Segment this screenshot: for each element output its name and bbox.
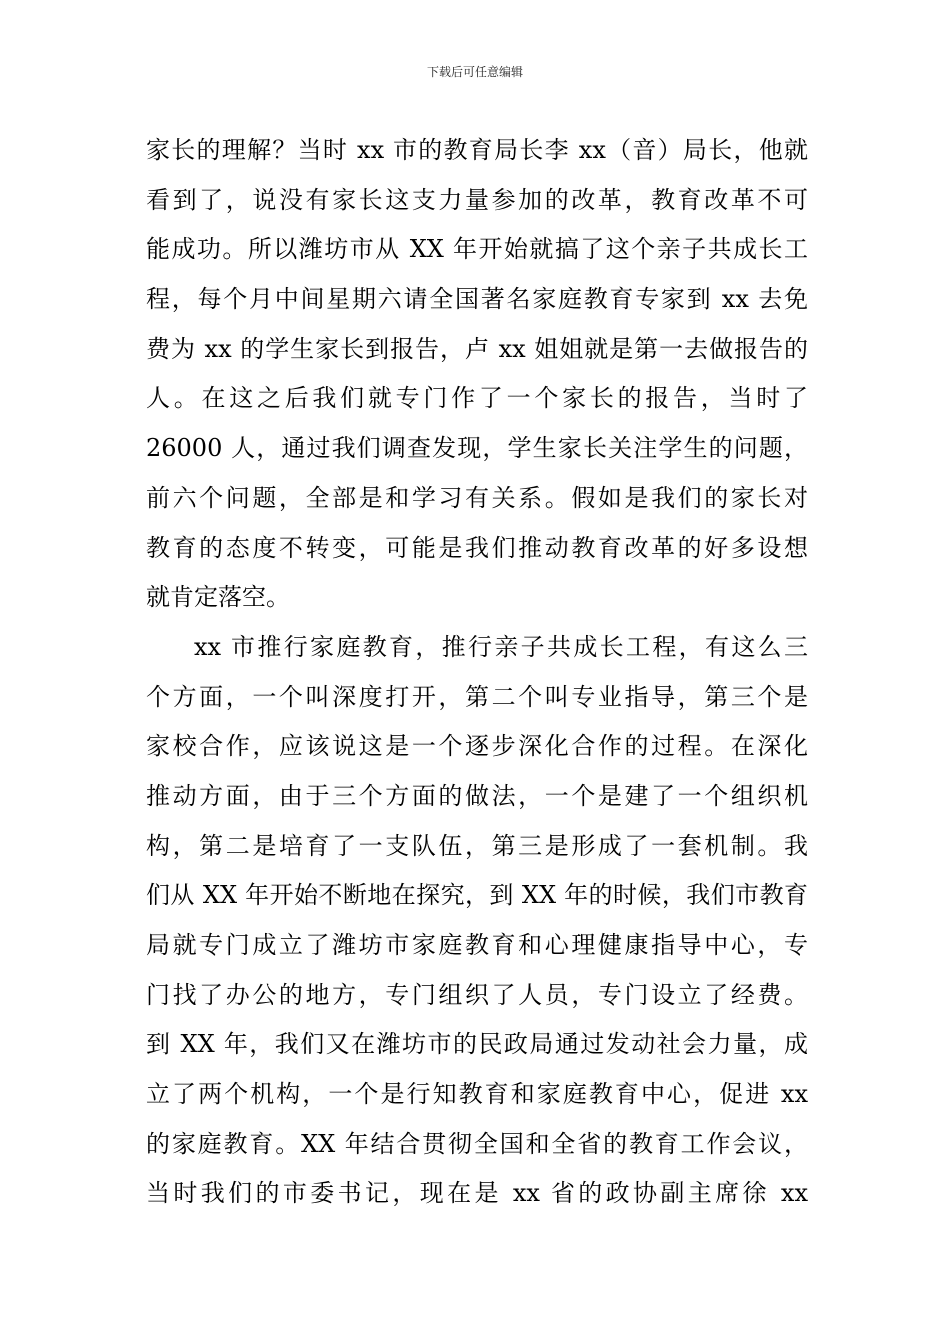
- paragraph-1: [146, 126, 808, 623]
- text-line: 到 XX 年，我们又在潍坊市的民政局通过发动社会力量，成: [146, 1030, 808, 1059]
- text-line: 个方面，一个叫深度打开，第二个叫专业指导，第三个是: [146, 682, 808, 711]
- text-line: 前六个问题，全部是和学习有关系。假如是我们的家长对: [146, 483, 808, 512]
- text-line: xx 市推行家庭教育，推行亲子共成长工程，有这么三: [194, 632, 808, 661]
- text-line: 当时我们的市委书记，现在是 xx 省的政协副主席徐 xx: [146, 1179, 808, 1208]
- text-line: 构，第二是培育了一支队伍，第三是形成了一套机制。我: [146, 831, 808, 860]
- text-line: 门找了办公的地方，专门组织了人员，专门设立了经费。: [146, 980, 808, 1009]
- text-line: 推动方面，由于三个方面的做法，一个是建了一个组织机: [146, 781, 808, 810]
- text-line: 能成功。所以潍坊市从 XX 年开始就搞了这个亲子共成长工: [146, 235, 808, 264]
- text-line: 看到了，说没有家长这支力量参加的改革，教育改革不可: [146, 185, 808, 214]
- text-line: 程，每个月中间星期六请全国著名家庭教育专家到 xx 去免: [146, 285, 808, 314]
- text-line: 就肯定落空。: [146, 583, 290, 612]
- text-line: 家校合作，应该说这是一个逐步深化合作的过程。在深化: [146, 732, 808, 761]
- text-line: 们从 XX 年开始不断地在探究，到 XX 年的时候，我们市教育: [146, 881, 808, 910]
- text-line: 费为 xx 的学生家长到报告，卢 xx 姐姐就是第一去做报告的: [146, 334, 808, 363]
- text-line: 26000 人，通过我们调查发现，学生家长关注学生的问题，: [146, 434, 808, 463]
- text-line: 家长的理解？当时 xx 市的教育局长李 xx（音）局长，他就: [146, 136, 808, 164]
- document-body: [146, 126, 808, 1219]
- text-line: 立了两个机构，一个是行知教育和家庭教育中心，促进 xx: [146, 1080, 808, 1109]
- page-header: 下载后可任意编辑: [426, 65, 523, 79]
- text-line: 局就专门成立了潍坊市家庭教育和心理健康指导中心，专: [146, 931, 808, 959]
- text-line: 教育的态度不转变，可能是我们推动教育改革的好多设想: [146, 533, 808, 562]
- paragraph-2: [146, 623, 808, 1219]
- text-line: 的家庭教育。XX 年结合贯彻全国和全省的教育工作会议，: [146, 1129, 808, 1158]
- text-line: 人。在这之后我们就专门作了一个家长的报告，当时了: [146, 384, 808, 413]
